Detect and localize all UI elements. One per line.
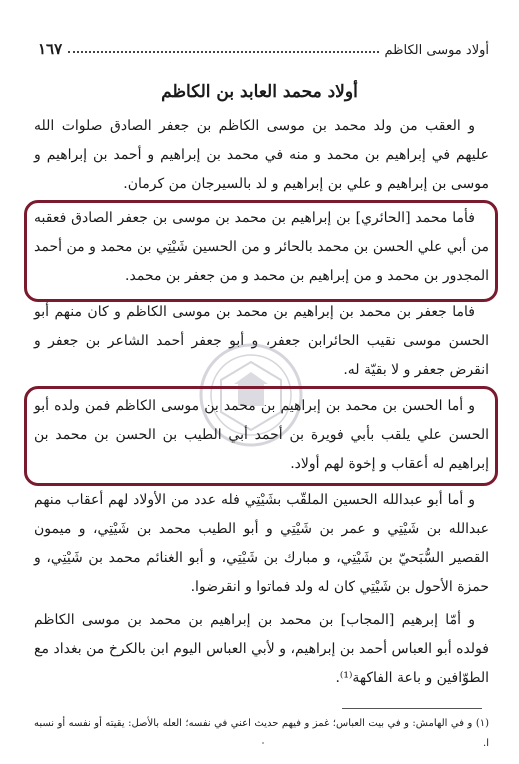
paragraph-6-text: و أمّا إبرهيم [المجاب] بن محمد بن إبراهيم بن محمد بن موسى الكاظم فولده أبو العباس أحمد بن إبراهيم، و لأبي العباس اليوم ابن بالكرخ من بغداد مع الطوّافين و باعة الفاكهة⁽¹⁾. bbox=[34, 612, 489, 686]
page-header bbox=[38, 38, 489, 58]
scan-speck bbox=[262, 742, 264, 744]
page-number: ١٦٧ bbox=[38, 40, 63, 58]
paragraph-3-text: فاما جعفر بن محمد بن إبراهيم بن محمد بن موسى الكاظم و كان منهم أبو الحسن موسى نقيب الحائرابن جعفر، و أبو جعفر أحمد الشاعر بن جعفر و انقرض جعفر و لا بقيّة له. bbox=[34, 304, 489, 378]
paragraph-4-text: و أما الحسن بن محمد بن إبراهيم بن محمد بن موسى الكاظم فمن ولده أبو الحسن علي يلقب بأبي فويرة بن أحمد أبي الطيب بن الحسن بن محمد بن إبراهيم له أعقاب و إخوة لهم أولاد. bbox=[34, 398, 489, 472]
footnote-separator bbox=[342, 708, 482, 709]
paragraph-5-text: و أما أبو عبدالله الحسين الملقّب بشَيْتِي فله عدد من الأولاد لهم أعقاب منهم عبدالله بن شَيْتِي و عمر بن شَيْتِي و أبو الطيب محمد بن شَيْتِي، و ميمون القصير السُّبَحيّ بن شَيْتِي، و مبارك بن شَيْتِي، و أبو الغنائم محمد بن شَيْتِي، و حمزة الأحول بن شَيْتِي كان له ولد فماتوا و انقرضوا. bbox=[34, 492, 489, 595]
paragraph-4 bbox=[34, 392, 489, 479]
header-leader-dots bbox=[68, 51, 378, 53]
paragraph-2 bbox=[34, 204, 489, 291]
paragraph-1 bbox=[34, 112, 489, 199]
footnote: (١) و في الهامش: و في بيت العباس؛ غمز و فيهم حديث اعني في نفسه؛ العله بالأصل: يقيته أو نفسه أو نسبه ا. bbox=[34, 718, 489, 749]
section-title: أولاد محمد العابد بن الكاظم bbox=[161, 82, 358, 102]
paragraph-1-text: و العقب من ولد محمد بن موسى الكاظم بن جعفر الصادق صلوات الله عليهم في إبراهيم بن محمد و منه في محمد بن إبراهيم و أحمد بن إبراهيم و موسى بن إبراهيم و علي بن إبراهيم و لد بالسيرجان من كرمان. bbox=[34, 118, 489, 192]
paragraph-2-text: فأما محمد [الحائري] بن إبراهيم بن محمد بن موسى بن جعفر الصادق فعقبه من أبي علي الحسن بن محمد بالحائر و من الحسين شَيْتِي بن محمد و من أحمد المجدور بن محمد و من إبراهيم بن محمد و من جعفر بن محمد. bbox=[34, 210, 489, 284]
running-title: أولاد موسى الكاظم bbox=[384, 43, 489, 58]
paragraph-5 bbox=[34, 486, 489, 602]
paragraph-6 bbox=[34, 606, 489, 693]
